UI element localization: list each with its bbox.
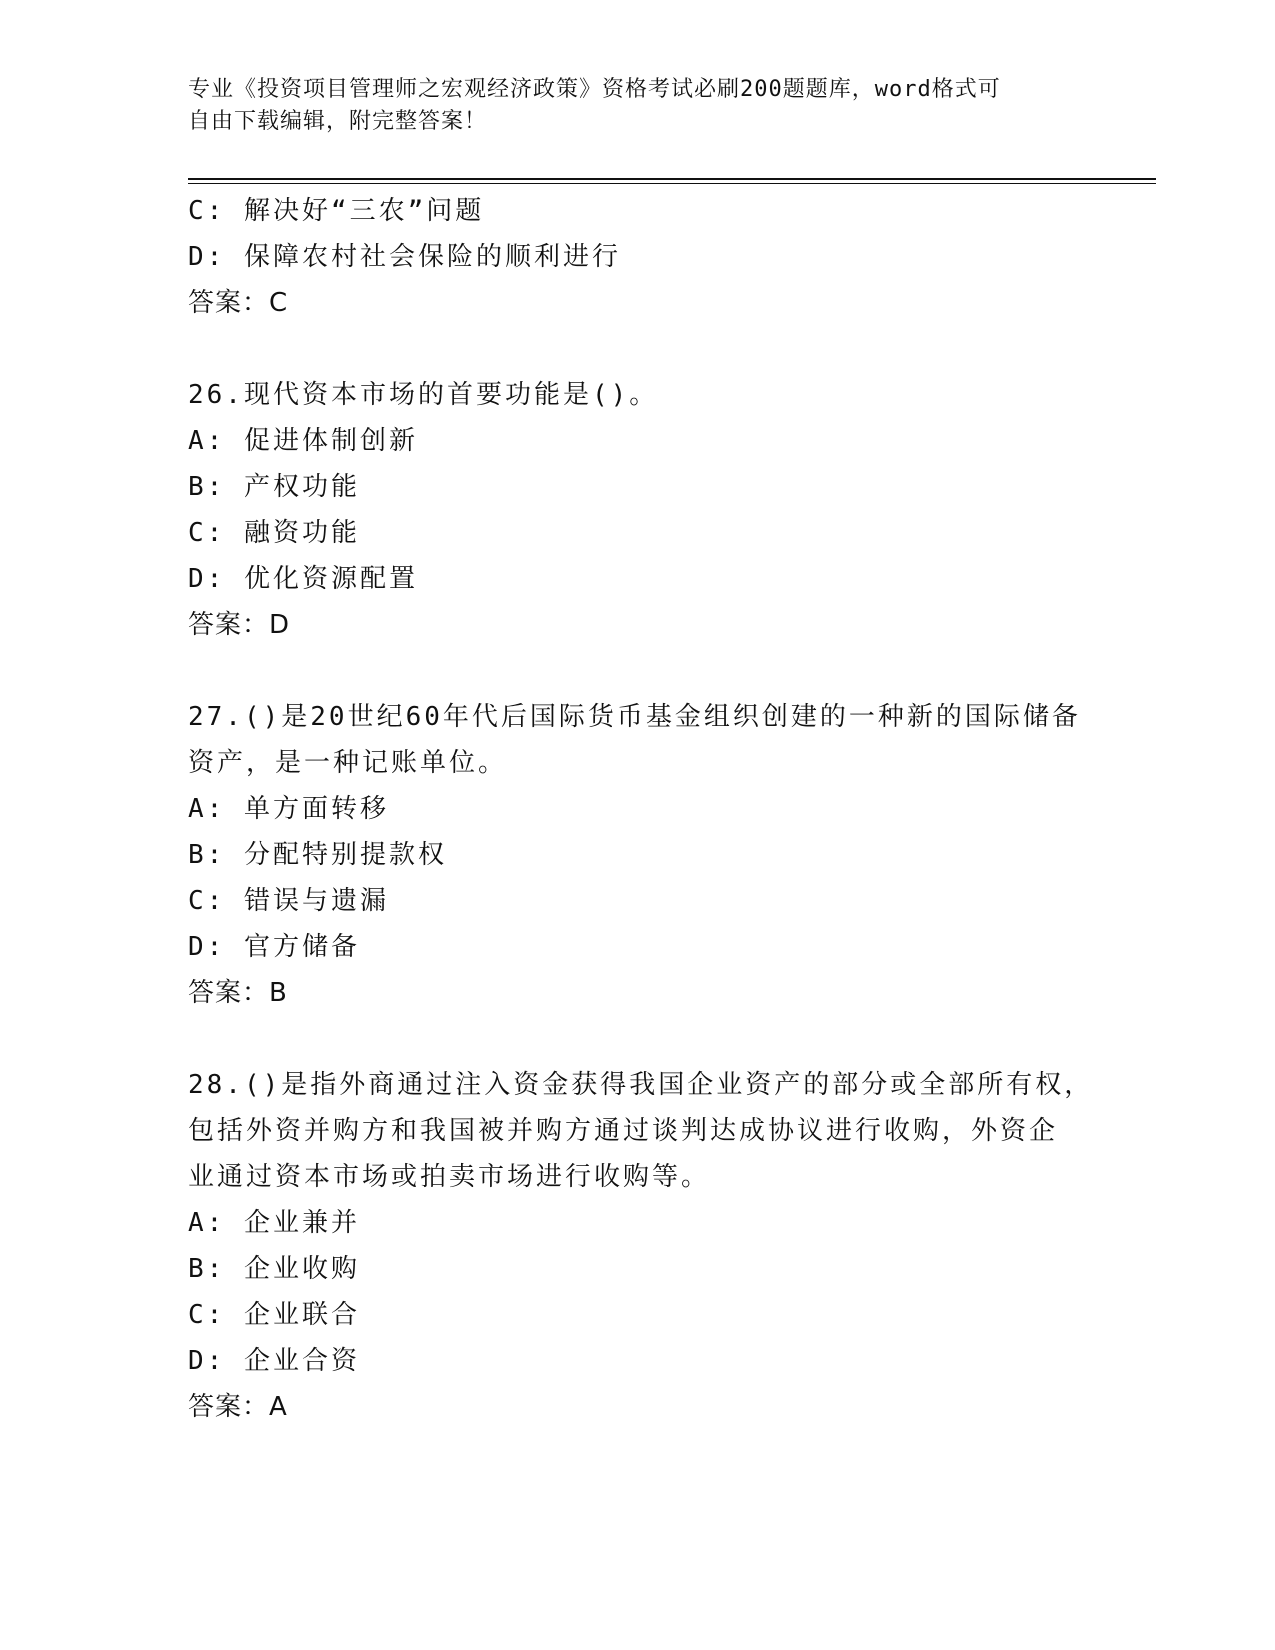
spacer bbox=[188, 1016, 1088, 1062]
option-d: D: 企业合资 bbox=[188, 1346, 360, 1376]
answer-line: 答案：A bbox=[188, 1392, 288, 1422]
question-list bbox=[188, 188, 1094, 1430]
answer-line: 答案：B bbox=[188, 978, 288, 1008]
option-c: C: 错误与遗漏 bbox=[188, 886, 389, 916]
question-stem-line-2: 包括外资并购方和我国被并购方通过谈判达成协议进行收购，外资企 bbox=[188, 1116, 1059, 1146]
question-block-28 bbox=[188, 1062, 1094, 1430]
option-c: C: 融资功能 bbox=[188, 518, 360, 548]
option-c: C: 企业联合 bbox=[188, 1300, 360, 1330]
option-c: C: 解决好“三农”问题 bbox=[188, 196, 485, 226]
question-stem-line-2: 资产，是一种记账单位。 bbox=[188, 748, 508, 778]
question-stem: 26.现代资本市场的首要功能是()。 bbox=[188, 380, 659, 410]
spacer bbox=[188, 326, 1088, 372]
header-divider-thin bbox=[188, 183, 1156, 184]
option-d: D: 优化资源配置 bbox=[188, 564, 418, 594]
header-divider-thick bbox=[188, 178, 1156, 180]
option-a: A: 单方面转移 bbox=[188, 794, 389, 824]
question-block-26 bbox=[188, 372, 1088, 648]
answer-line: 答案：D bbox=[188, 610, 291, 640]
answer-line: 答案：C bbox=[188, 288, 289, 318]
spacer bbox=[188, 648, 1088, 694]
option-d: D: 保障农村社会保险的顺利进行 bbox=[188, 242, 621, 272]
question-block-25 bbox=[188, 188, 1088, 326]
option-d: D: 官方储备 bbox=[188, 932, 360, 962]
option-a: A: 企业兼并 bbox=[188, 1208, 360, 1238]
question-stem-line-1: 28.()是指外商通过注入资金获得我国企业资产的部分或全部所有权， bbox=[188, 1070, 1094, 1100]
header-title-line-1: 专业《投资项目管理师之宏观经济政策》资格考试必刷200题题库，word格式可 bbox=[188, 77, 1001, 102]
option-a: A: 促进体制创新 bbox=[188, 426, 418, 456]
document-header bbox=[188, 74, 1088, 138]
option-b: B: 分配特别提款权 bbox=[188, 840, 447, 870]
question-block-27 bbox=[188, 694, 1088, 1016]
header-title-line-2: 自由下载编辑，附完整答案！ bbox=[188, 109, 488, 134]
option-b: B: 企业收购 bbox=[188, 1254, 360, 1284]
question-stem-line-1: 27.()是20世纪60年代后国际货币基金组织创建的一种新的国际储备 bbox=[188, 702, 1081, 732]
option-b: B: 产权功能 bbox=[188, 472, 360, 502]
question-stem-line-3: 业通过资本市场或拍卖市场进行收购等。 bbox=[188, 1162, 711, 1192]
